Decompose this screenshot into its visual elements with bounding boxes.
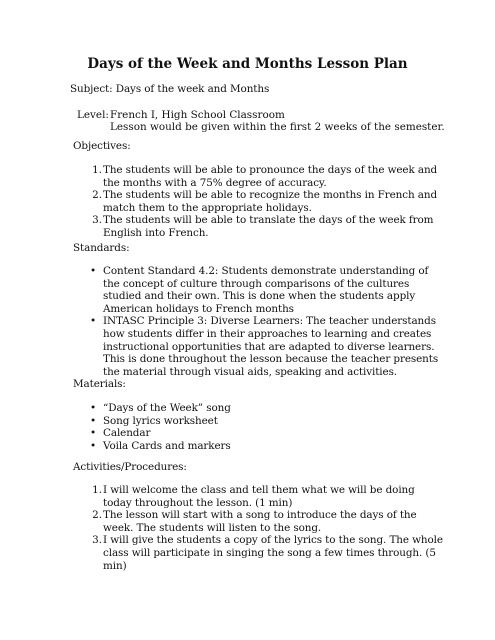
- bullet-icon: •: [90, 427, 97, 440]
- page-title: Days of the Week and Months Lesson Plan: [87, 56, 408, 72]
- level-label: Level:: [77, 109, 109, 121]
- list-item: [0, 534, 495, 572]
- list-item-text: Song lyrics worksheet: [103, 414, 218, 427]
- level-line-1: French I, High School Classroom: [110, 109, 285, 121]
- materials-list: [0, 402, 495, 452]
- list-number: 3.: [92, 534, 102, 547]
- list-item-text: INTASC Principle 3: Diverse Learners: The teacher understands how students differ in their approaches to learning and creates instructional opportunities that are adapted to diverse learners. This is done throughout the lesson because the teacher presents the material through visual aids, speaking and activities.: [103, 315, 439, 378]
- list-item-text: The students will be able to pronounce the days of the week and the months with a 75% degree of accuracy.: [103, 164, 438, 189]
- list-number: 1.: [92, 484, 102, 496]
- list-item-text: The students will be able to recognize the months in French and match them to the appropriate holidays.: [103, 189, 437, 214]
- bullet-icon: •: [90, 315, 97, 328]
- materials-heading: Materials:: [73, 378, 126, 390]
- list-item-text: Voila Cards and markers: [103, 439, 231, 452]
- list-item-text: I will give the students a copy of the lyrics to the song. The whole class will participate in singing the song a few times through. (5 min): [103, 534, 443, 572]
- activities-heading: Activities/Procedures:: [73, 461, 187, 473]
- list-item-text: Calendar: [103, 427, 151, 440]
- list-item-text: Content Standard 4.2: Students demonstrate understanding of the concept of culture through comparisons of the cultures studied and their own. This is done when the students apply American holidays to French months: [103, 265, 429, 315]
- list-item-text: I will welcome the class and tell them what we will be doing today throughout the lesson. (1 min): [103, 484, 415, 509]
- list-number: 2.: [92, 189, 102, 202]
- list-item: [0, 164, 495, 189]
- objectives-list: [0, 164, 495, 240]
- list-item: [0, 214, 495, 239]
- list-item: [0, 440, 495, 453]
- standards-list: [0, 265, 495, 378]
- standards-heading: Standards:: [73, 242, 130, 254]
- list-item-text: “Days of the Week” song: [103, 402, 231, 414]
- bullet-icon: •: [90, 402, 97, 414]
- list-item: [0, 402, 495, 415]
- objectives-heading: Objectives:: [73, 140, 131, 152]
- activities-list: [0, 484, 495, 572]
- list-number: 1.: [92, 164, 102, 176]
- bullet-icon: •: [90, 265, 97, 277]
- bullet-icon: •: [90, 414, 97, 427]
- subject-line: Subject: Days of the week and Months: [70, 83, 270, 95]
- level-line-2: Lesson would be given within the first 2 weeks of the semester.: [110, 121, 445, 133]
- bullet-icon: •: [90, 439, 97, 452]
- list-item-text: The lesson will start with a song to introduce the days of the week. The students will listen to the song.: [103, 509, 417, 534]
- list-item: [0, 265, 495, 315]
- list-item: [0, 427, 495, 440]
- list-item: [0, 484, 495, 509]
- list-item: [0, 415, 495, 428]
- list-item: [0, 315, 495, 378]
- list-number: 3.: [92, 214, 102, 227]
- list-number: 2.: [92, 509, 102, 522]
- list-item-text: The students will be able to translate the days of the week from English into French.: [103, 214, 434, 239]
- list-item: [0, 509, 495, 534]
- list-item: [0, 189, 495, 214]
